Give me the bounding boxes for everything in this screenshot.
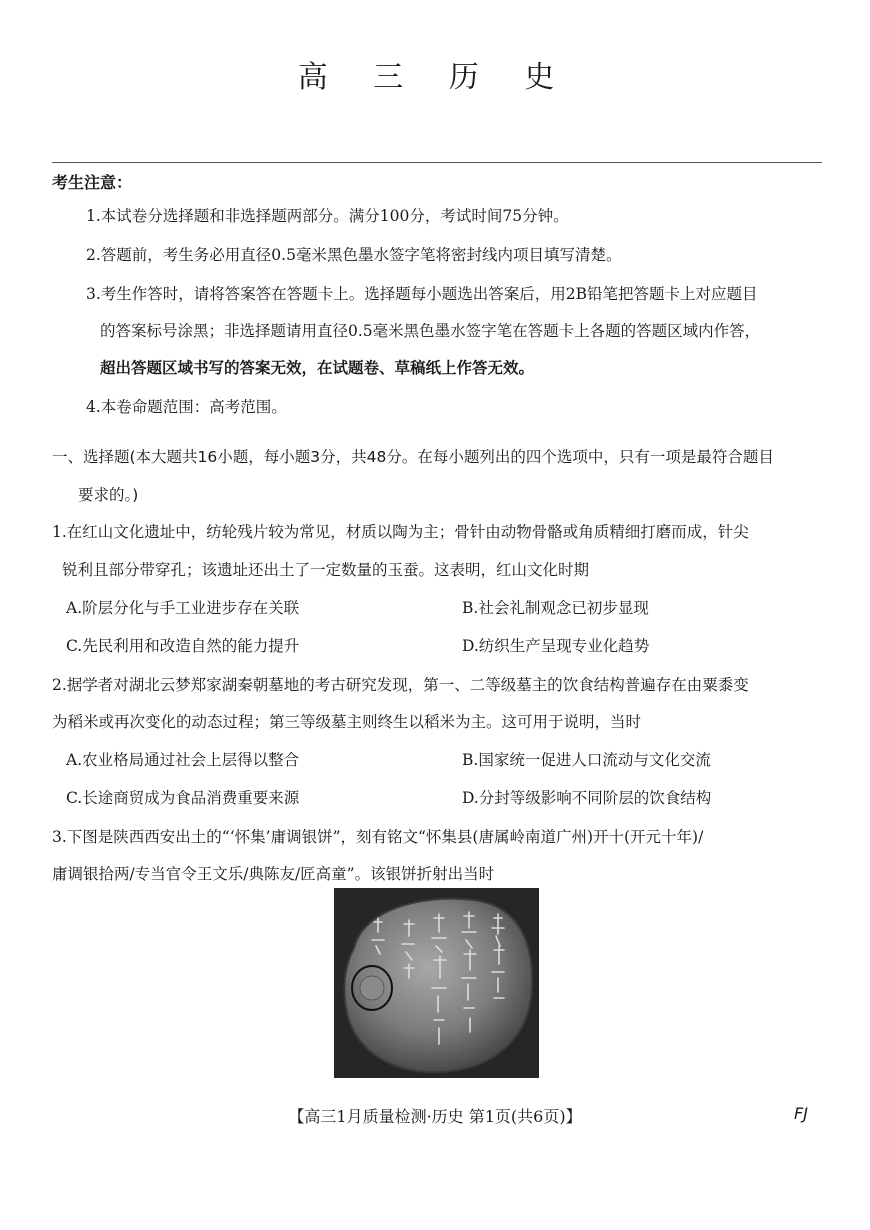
q2-stem-cont: 为稻米或再次变化的动态过程；第三等级墓主则终生以稻米为主。这可用于说明，当时 xyxy=(52,713,642,731)
silver-cake-image xyxy=(334,888,539,1078)
q2-option-a[interactable]: A.农业格局通过社会上层得以整合 xyxy=(66,751,300,769)
q1-stem: 1.在红山文化遗址中，纺轮残片较为常见，材质以陶为主；骨针由动物骨骼或角质精细打磨而成，针尖 xyxy=(52,523,749,541)
q1-option-a[interactable]: A.阶层分化与手工业进步存在关联 xyxy=(66,599,300,617)
footer-mark: FJ xyxy=(794,1104,808,1123)
notice-item-4: 4.本卷命题范围：高考范围。 xyxy=(86,398,287,416)
notice-item-1: 1.本试卷分选择题和非选择题两部分。满分100分，考试时间75分钟。 xyxy=(86,207,569,225)
q1-stem-cont: 锐利且部分带穿孔；该遗址还出土了一定数量的玉蚕。这表明，红山文化时期 xyxy=(62,561,590,579)
notice-item-2: 2.答题前，考生务必用直径0.5毫米黑色墨水签字笔将密封线内项目填写清楚。 xyxy=(86,246,622,264)
q2-stem: 2.据学者对湖北云梦郑家湖秦朝墓地的考古研究发现，第一、二等级墓主的饮食结构普遍存在由粟黍变 xyxy=(52,676,749,694)
q2-option-b[interactable]: B.国家统一促进人口流动与文化交流 xyxy=(462,751,711,769)
q2-option-d[interactable]: D.分封等级影响不同阶层的饮食结构 xyxy=(462,789,712,807)
silver-cake-photo xyxy=(334,888,539,1078)
page-footer: 【高三1月质量检测·历史 第1页(共6页)】 xyxy=(288,1107,582,1126)
notice-item-3: 3.考生作答时，请将答案答在答题卡上。选择题每小题选出答案后，用2B铅笔把答题卡上对应题目 xyxy=(86,285,758,303)
q2-option-c[interactable]: C.长途商贸成为食品消费重要来源 xyxy=(66,789,300,807)
page-title: 高 三 历 史 xyxy=(297,60,573,95)
notice-item-3-bold: 超出答题区域书写的答案无效，在试题卷、草稿纸上作答无效。 xyxy=(100,359,535,377)
section-heading-cont: 要求的。) xyxy=(78,486,139,504)
q1-option-b[interactable]: B.社会礼制观念已初步显现 xyxy=(462,599,649,617)
notice-item-3-cont: 的答案标号涂黑；非选择题请用直径0.5毫米黑色墨水签字笔在答题卡上各题的答题区域内作答， xyxy=(100,322,761,340)
q1-option-c[interactable]: C.先民利用和改造自然的能力提升 xyxy=(66,637,300,655)
title-divider xyxy=(52,162,822,163)
notice-heading: 考生注意： xyxy=(52,173,133,192)
q1-option-d[interactable]: D.纺织生产呈现专业化趋势 xyxy=(462,637,650,655)
q3-stem: 3.下图是陕西西安出土的“‘怀集’庸调银饼”，刻有铭文“怀集县(唐属岭南道广州)开十(开元十年)/ xyxy=(52,828,704,846)
section-heading: 一、选择题(本大题共16小题，每小题3分，共48分。在每小题列出的四个选项中，只有一项是最符合题目 xyxy=(52,448,774,466)
q3-stem-cont: 庸调银拾两/专当官令王文乐/典陈友/匠高童”。该银饼折射出当时 xyxy=(52,865,495,883)
